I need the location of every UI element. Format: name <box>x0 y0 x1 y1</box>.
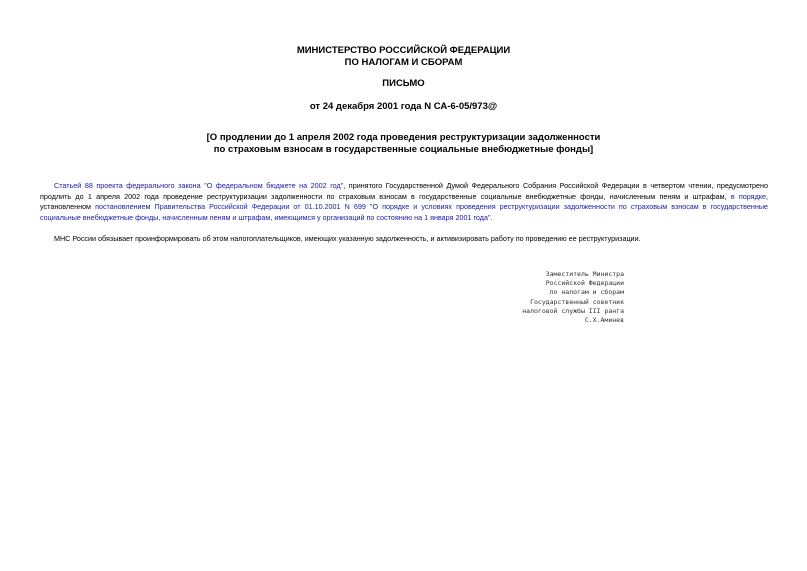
document-date-number: от 24 декабря 2001 года N СА-6-05/973@ <box>309 101 498 112</box>
signature-line-3: по налогам и сборам <box>549 288 624 297</box>
signature-line-2: Российской Федерации <box>545 279 624 288</box>
ministry-header-line-1: МИНИСТЕРСТВО РОССИЙСКОЙ ФЕДЕРАЦИИ <box>296 45 511 56</box>
document-title-line-2: по страховым взносам в государственные социальные внебюджетные фонды] <box>213 144 594 155</box>
paragraph-1-text-1: , принятого Государственной Думой Федерального Собрания Российской Федерации в четвертом чтении, предусмотрено продлить до 1 апреля 2002 года проведение реструктуризации задолженности по страховым взносам в государственные социальные внебюджетные фонды, начисленным пеням и штрафам, <box>40 181 768 201</box>
document-title <box>0 132 807 156</box>
document-type: ПИСЬМО <box>382 78 425 89</box>
paragraph-1-text-2: , установленном <box>40 191 768 211</box>
paragraph-2: МНС России обязывает проинформировать об этом налогоплательщиков, имеющих указанную задолженность, и активизировать работу по проведению ее реструктуризации. <box>54 234 641 243</box>
government-resolution-link[interactable]: постановлением Правительства Российской Федерации от 01.10.2001 N 699 "О порядке и условиях проведения реструктуризации задолженности по страховым взносам в государственные социальные внебюджетные фонды, начисленным пеням и штрафам, имеющимся у организаций по состоянию на 1 января 2001 года" <box>40 202 768 222</box>
signature-line-1: Заместитель Министра <box>545 270 624 278</box>
signature-block <box>460 270 624 325</box>
law-article-link[interactable]: Статьей 88 проекта федерального закона "О федеральном бюджете на 2002 год" <box>54 181 344 190</box>
paragraph-2-block <box>40 234 768 245</box>
ministry-header <box>0 45 807 69</box>
document-title-line-1: [О продлении до 1 апреля 2002 года проведения реструктуризации задолженности <box>206 132 601 143</box>
paragraph-1-text-3: . <box>490 212 493 222</box>
signature-name: С.Х.Аминев <box>584 316 624 325</box>
signature-line-4: Государственный советник <box>530 297 624 306</box>
document-body <box>40 181 768 223</box>
ministry-header-line-2: ПО НАЛОГАМ И СБОРАМ <box>344 57 463 68</box>
signature-line-5: налоговой службы III ранга <box>522 306 624 315</box>
order-link[interactable]: в порядке <box>730 191 766 201</box>
paragraph-1 <box>40 181 768 223</box>
